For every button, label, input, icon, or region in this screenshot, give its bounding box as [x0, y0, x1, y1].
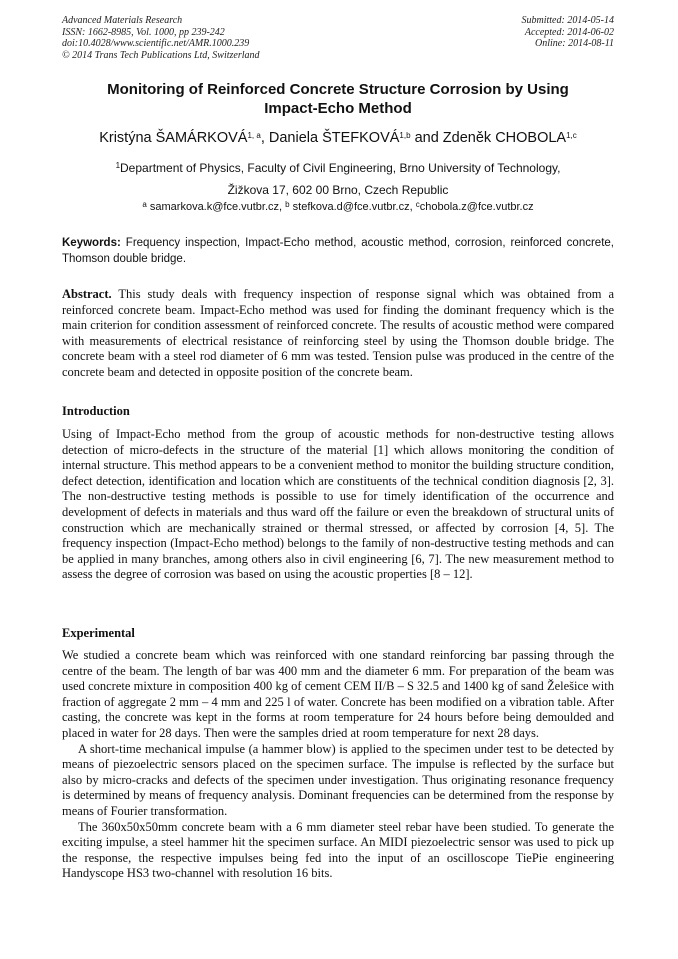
email-c: chobola.z@fce.vutbr.cz — [419, 201, 534, 213]
abstract-text: This study deals with frequency inspection of response signal which was obtained from a reinforced concrete beam. Impact-Echo method was used for finding the dominant frequency which is the main criterion for condition assessment of reinforced concrete. The results of acoustic method were compared with measurements of electrical resistance of reinforcing steel by using the Thomson double bridge. The concrete beam with a steel rod diameter of 6 mm was tested. Tension pulse was produced in the centre of the concrete beam and detected in opposite position of the concrete beam. — [62, 287, 614, 379]
online-date: Online: 2014-08-11 — [535, 38, 614, 49]
affiliation-sup: 1 — [115, 161, 121, 170]
experimental-section — [62, 648, 614, 882]
abstract — [62, 287, 614, 381]
email-a: samarkova.k@fce.vutbr.cz, — [146, 201, 286, 213]
email-b-sup: b — [285, 200, 290, 209]
title-line-2: Impact-Echo Method — [264, 100, 412, 117]
affiliation-text-1: Department of Physics, Faculty of Civil Engineering, Brno University of Technology, — [120, 161, 561, 175]
experimental-paragraph-1: We studied a concrete beam which was reinforced with one standard reinforcing bar passing through the centre of the beam. The length of bar was 400 mm and the diameter 6 mm. For preparation of the beam was used concrete mixture in composition 400 kg of cement CEM II/B – S 32.5 and 1400 kg of sand Želešice with fraction of aggregate 2 mm – 4 mm and 225 l of water. Concrete has been modified on a vibration table. After casting, the concrete was kept in the forms at room temperature for 24 hours before being demoulded and placed in water for 28 days. Then were the samples dried at room temperature for next 28 days. — [62, 648, 614, 740]
author-2-sup: 1,b — [399, 131, 411, 140]
author-2: , Daniela ŠTEFKOVÁ — [260, 130, 400, 146]
keywords — [62, 236, 614, 267]
introduction-text: Using of Impact-Echo method from the group of acoustic methods for non-destructive testing allows detection of micro-defects in the structure of the material [1] which allows monitoring the condition of internal structure. This method appears to be a convenient method to monitor the building structure condition, defect detection, identification and location which are constituents of the technical condition diagnosis [2, 3]. The non-destructive testing methods is possible to use for timely identification of the occurrence and development of defects in materials and thus ward off the failure or even the breakdown of structural units of construction which are mechanically strained or thermal stressed, or affected by corrosion [4, 5]. The frequency inspection (Impact-Echo method) belongs to the family of non-destructive testing methods and can be applied in many branches, among others also in civil engineering [6, 7]. The new measurement method to assess the degree of corrosion was based on using the acoustic properties [8 – 12]. — [62, 427, 614, 582]
author-1: Kristýna ŠAMÁRKOVÁ — [99, 130, 248, 146]
email-a-sup: a — [142, 200, 147, 209]
accepted-date: Accepted: 2014-06-02 — [524, 26, 614, 38]
keywords-label: Keywords: — [62, 237, 121, 249]
title-line-1: Monitoring of Reinforced Concrete Structure Corrosion by Using — [107, 81, 569, 98]
experimental-paragraph-2: A short-time mechanical impulse (a hammer blow) is applied to the specimen under test to be detected by means of piezoelectric sensors placed on the specimen surface. The impulse is reflected by the surface but also by micro-cracks and defects of the specimen under investigation. Thus originating resonance frequency is determined by means of frequency analysis. Dominant frequencies can be determined from the response by means of Fourier transformation. — [62, 741, 614, 818]
author-1-sup: 1, a — [247, 131, 261, 140]
journal-doi: doi:10.4028/www.scientific.net/AMR.1000.239 — [62, 38, 250, 49]
experimental-heading: Experimental — [62, 626, 135, 640]
journal-name: Advanced Materials Research — [62, 15, 183, 26]
introduction-heading: Introduction — [62, 404, 130, 418]
abstract-label: Abstract. — [62, 287, 112, 301]
affiliation — [62, 157, 614, 201]
author-3: and Zdeněk CHOBOLA — [410, 130, 567, 146]
author-3-sup: 1,c — [566, 131, 577, 140]
keywords-text: Frequency inspection, Impact-Echo method, acoustic method, corrosion, reinforced concrete, Thomson double bridge. — [62, 237, 614, 265]
experimental-paragraph-3: The 360x50x50mm concrete beam with a 6 mm diameter steel rebar have been studied. To generate the exciting impulse, a steel hammer hit the specimen surface. An MIDI piezoelectric sensor was used to pick up the response, the respective impulses being fed into the input of an oscilloscope TiePie engineering Handyscope HS3 two-channel with resolution 16 bits. — [62, 819, 614, 881]
submitted-date: Submitted: 2014-05-14 — [521, 15, 614, 26]
emails — [62, 200, 614, 214]
email-c-sup: c — [415, 200, 420, 209]
affiliation-line-1 — [62, 157, 614, 179]
affiliation-line-2: Žižkova 17, 602 00 Brno, Czech Republic — [227, 183, 449, 197]
journal-issn: ISSN: 1662-8985, Vol. 1000, pp 239-242 — [62, 26, 225, 38]
journal-copyright: © 2014 Trans Tech Publications Ltd, Switzerland — [62, 49, 260, 61]
journal-header — [62, 15, 260, 61]
paper-title — [62, 80, 614, 118]
email-b: stefkova.d@fce.vutbr.cz, — [289, 201, 416, 213]
authors — [62, 129, 614, 147]
dates-header — [522, 15, 615, 50]
